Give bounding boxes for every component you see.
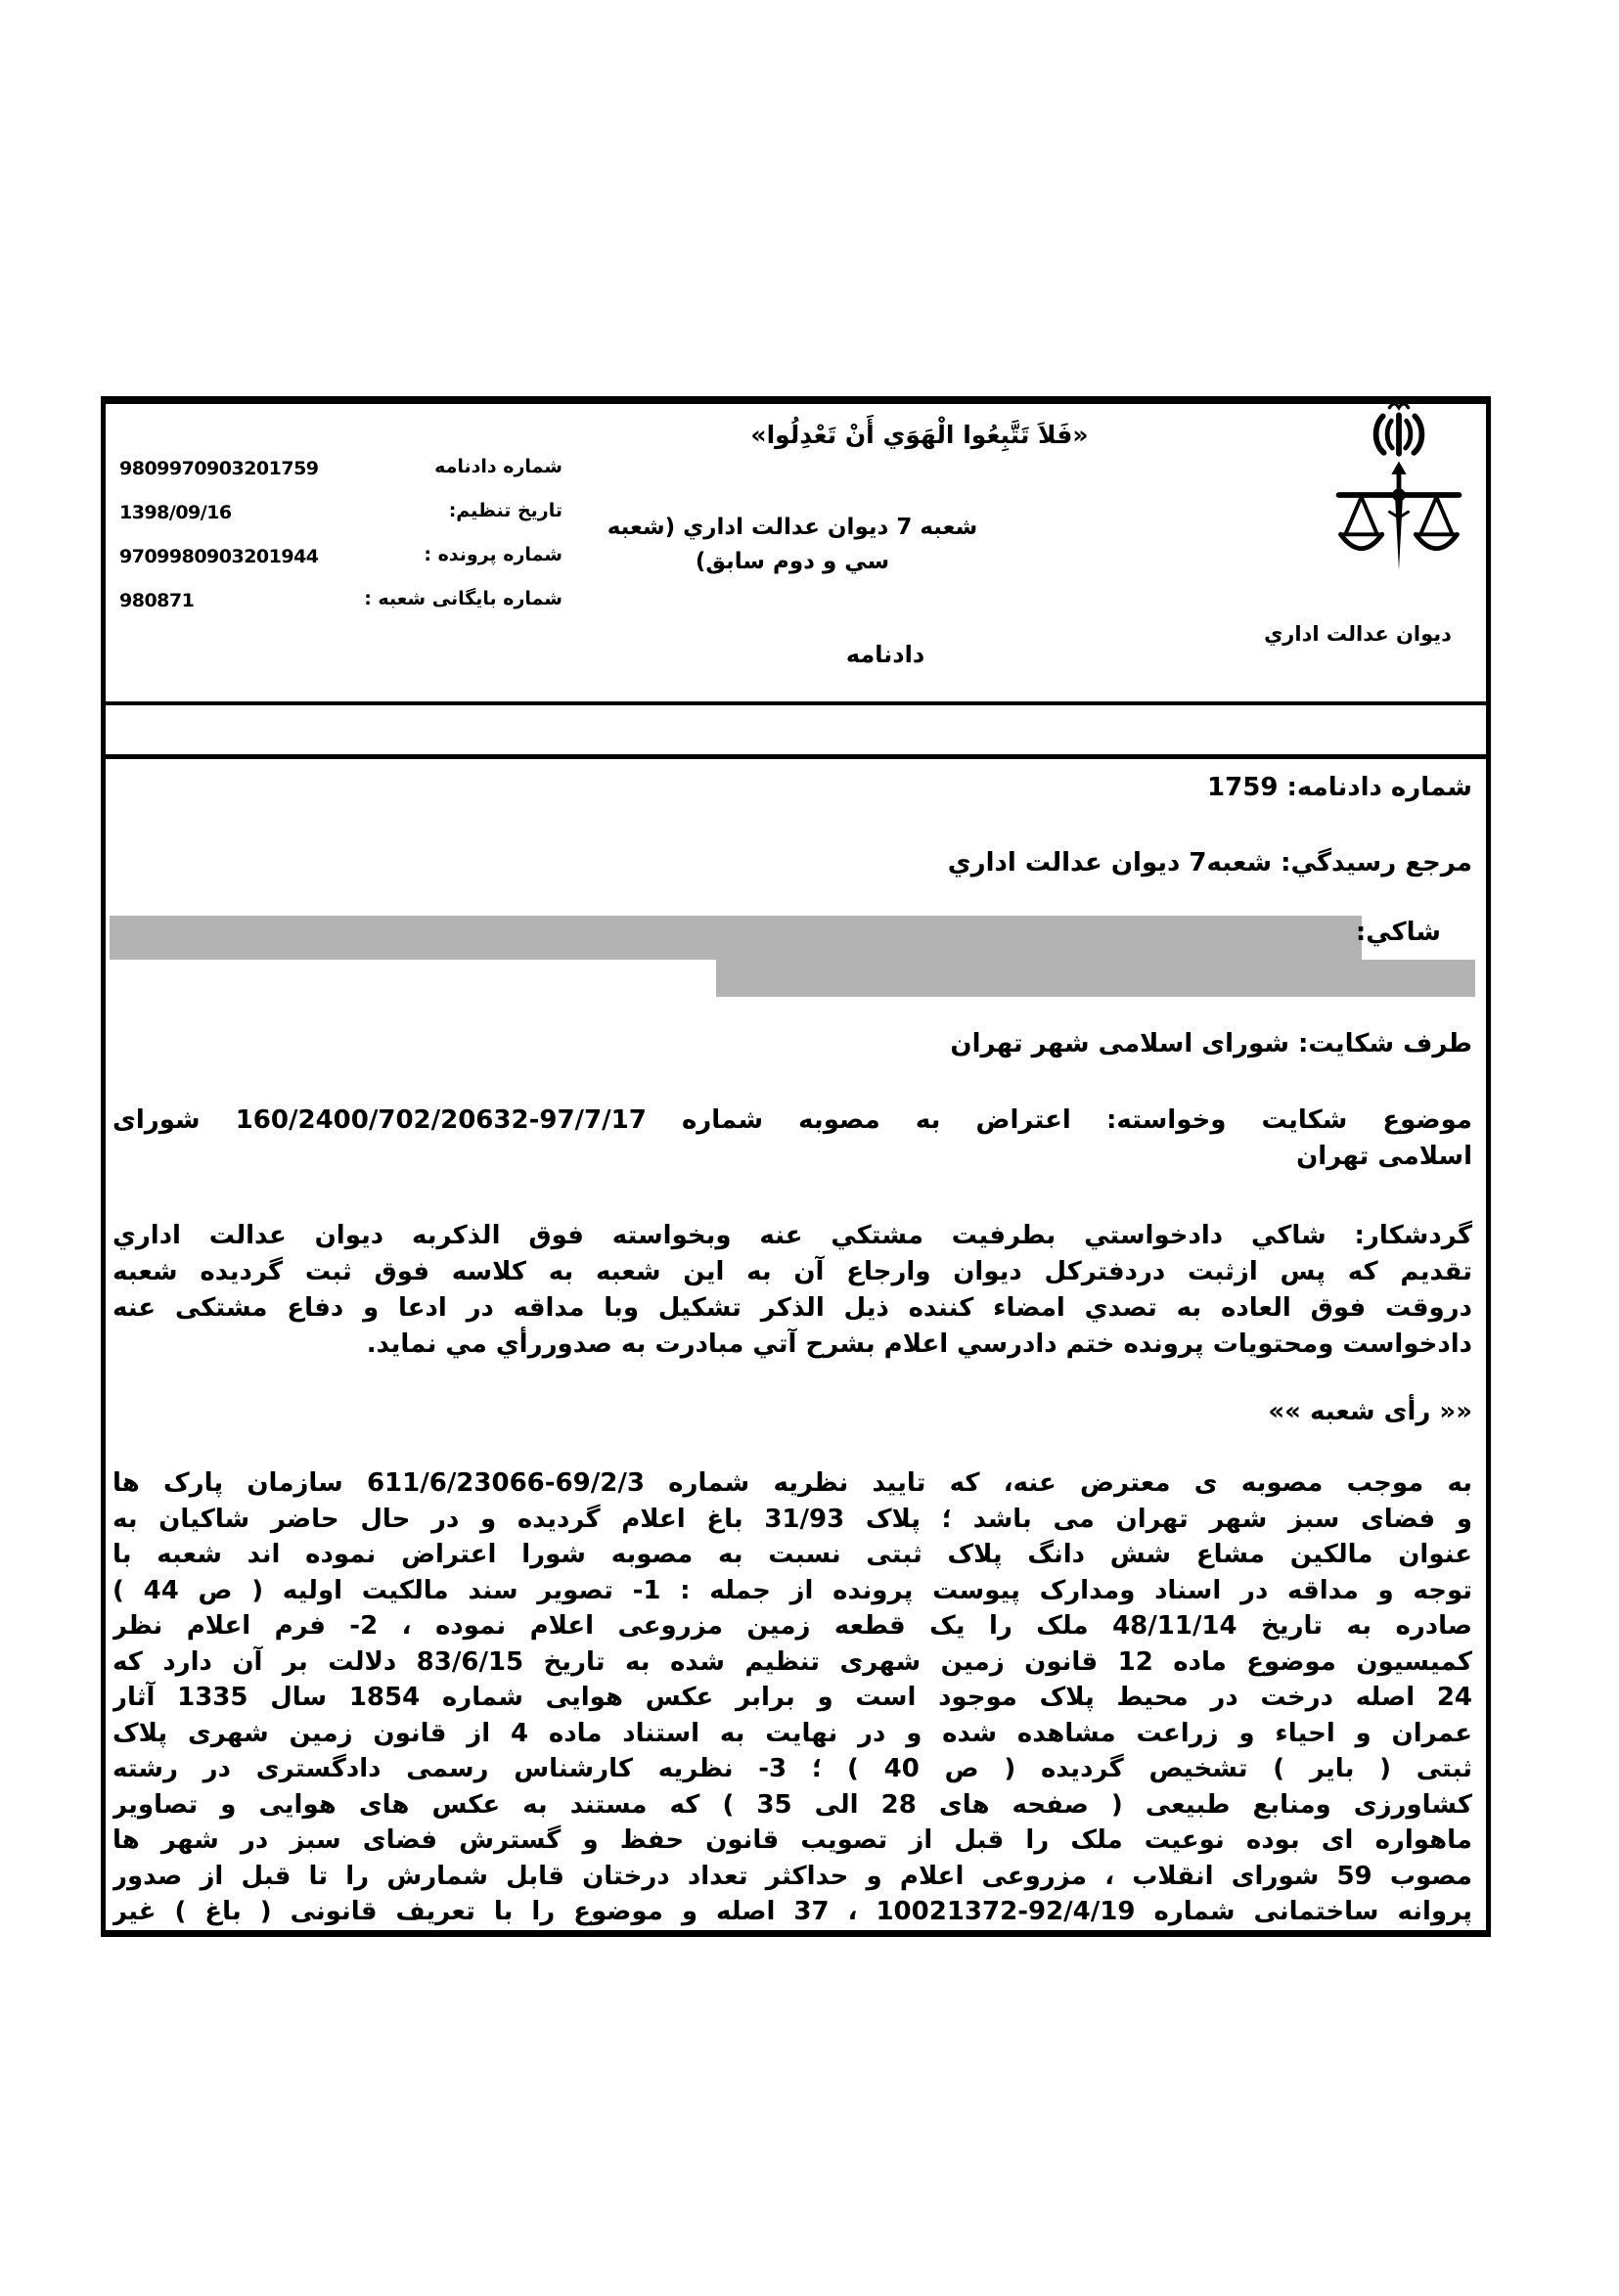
ruling-line: كشاورزی ومنابع طبيعی ( صفحه های 28 الی 35 ) كه مستند به عكس های هوايی و تصاوير (112, 1790, 1472, 1820)
organization-name: ديوان عدالت اداري (1264, 622, 1452, 646)
ruling-line: كميسيون موضوع ماده 12 قانون زمين شهری تنظيم شده به تاريخ 83/6/15 دلالت بر آن دارد كه (112, 1647, 1472, 1677)
ruling-line: به موجب مصوبه ی معترض عنه، كه تاييد نظريه شماره 69/2/3-611/6/23066 سازمان پارک ها (112, 1468, 1472, 1498)
ruling-heading: «« رأی شعبه »» (1268, 1397, 1472, 1426)
subject-line: اسلامی تهران (1296, 1142, 1472, 1171)
procedure-line: دروقت فوق العاده به تصدي امضاء كننده ذيل الذكر تشكيل وبا مداقه در ادعا و دفاع مشتكی عنه (112, 1293, 1472, 1323)
field-label-judgment-number: شماره دادنامه (434, 456, 562, 477)
ruling-line: مصوب 59 شورای انقلاب ، مزروعی اعلام و حداكثر تعداد درختان قابل شمارش را تا قبل از صدور (112, 1862, 1472, 1891)
branch-title: شعبه 7 ديوان عدالت اداري (شعبه سي و دوم سابق) (607, 515, 978, 574)
review-authority-line: مرجع رسيدگي: شعبه7 ديوان عدالت اداري (947, 848, 1472, 878)
ruling-line: عنوان مالكين مشاع شش دانگ پلاک ثبتی نسبت به مصوبه شورا اعتراض نموده اند شعبه با (112, 1540, 1472, 1569)
respondent-line: طرف شكايت: شورای اسلامی شهر تهران (950, 1029, 1472, 1058)
ruling-line: عمران و احياء و زراعت مشاهده شده و در نهايت به استناد ماده 4 از قانون زمين شهری پلاک (112, 1719, 1472, 1748)
justice-scales-emblem-icon (1323, 401, 1475, 589)
plaintiff-redaction-bar-1 (110, 916, 1362, 960)
ruling-line: ثبتی ( باير ) تشخيص گرديده ( ص 40 ) ؛ 3- نظريه كارشناس رسمی دادگستری در رشته (112, 1754, 1472, 1783)
quran-verse: «فَلاَ تَتَّبِعُوا الْهَوَي أَنْ تَعْدِلُوا» (750, 421, 1089, 449)
ruling-line: 24 اصله درخت در محيط پلاک موجود است و برابر عكس هوايی شماره 1854 سال 1335 آثار (112, 1683, 1472, 1712)
procedure-line: تقديم كه پس ازثبت دردفتركل ديوان وارجاع آن به اين شعبه به كلاسه فوق ثبت گرديده شعبه (112, 1257, 1472, 1286)
field-label-date: تاريخ تنظيم: (448, 500, 562, 521)
ruling-line: پروانه ساختمانی شماره 92/4/19-10021372 ، 37 اصله و موضوع را با تعريف قانونی ( باغ ) غير (112, 1897, 1472, 1926)
ruling-line: ماهواره ای بوده نوعيت ملک را قبل از تصويب قانون حفظ و گسترش فضای سبز در شهر ها (112, 1825, 1472, 1855)
procedure-line: گردشكار: شاكي دادخواستي بطرفيت مشتكي عنه وبخواسته فوق الذكربه ديوان عدالت اداري (112, 1221, 1472, 1250)
document-type-title: دادنامه (845, 641, 925, 668)
ruling-line: توجه و مداقه در اسناد ومدارک پيوست پرونده از جمله : 1- تصوير سند مالكيت اوليه ( ص 44 ) (112, 1576, 1472, 1605)
ruling-line: صادره به تاريخ 48/11/14 ملک را يک قطعه زمين مزروعی اعلام نموده ، 2- فرم اعلام نظر (112, 1611, 1472, 1641)
field-label-case-number: شماره پرونده : (424, 544, 562, 565)
plaintiff-label: شاكي: (1355, 918, 1441, 947)
field-value-date: 1398/09/16 (119, 502, 232, 523)
field-label-archive-number: شماره بايگانی شعبه : (364, 588, 562, 609)
body-separator-line (101, 754, 1491, 759)
judgment-number-line: شماره دادنامه: 1759 (1207, 773, 1472, 802)
ruling-line: و فضای سبز شهر تهران می باشد ؛ پلاک 31/93 باغ اعلام گرديده و در حال حاضر شاكيان به (112, 1505, 1472, 1534)
procedure-line: دادخواست ومحتويات پرونده ختم دادرسي اعلام بشرح آتي مبادرت به صدوررأي مي نمايد. (366, 1329, 1472, 1359)
field-value-archive-number: 980871 (119, 590, 195, 611)
header-separator-line (101, 701, 1491, 705)
plaintiff-redaction-bar-2 (716, 960, 1475, 997)
field-value-judgment-number: 9809970903201759 (119, 458, 319, 479)
subject-line: موضوع شكايت وخواسته: اعتراض به مصوبه شماره 97/7/17-160/2400/702/20632 شورای (112, 1105, 1472, 1135)
field-value-case-number: 9709980903201944 (119, 546, 319, 567)
